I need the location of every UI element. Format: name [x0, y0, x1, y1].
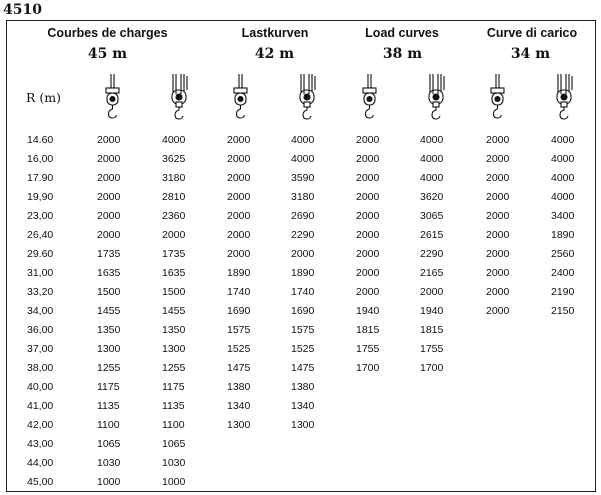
load-value: 2000 [356, 134, 380, 146]
load-value: 1735 [97, 248, 121, 260]
load-value: 1740 [291, 286, 315, 298]
load-value: 2000 [486, 210, 510, 222]
load-value: 2000 [356, 229, 380, 241]
radius-value: 40,00 [27, 381, 54, 393]
load-value: 2000 [486, 248, 510, 260]
single-fall-hook-icon [489, 72, 507, 120]
section-title-de: Lastkurven [241, 26, 309, 40]
col-42m-single [227, 134, 250, 438]
load-value: 1000 [162, 476, 186, 488]
load-value: 3180 [162, 172, 186, 184]
load-value: 1475 [227, 362, 251, 374]
radius-value: 45,00 [27, 476, 54, 488]
load-value: 1300 [227, 419, 251, 431]
load-value: 1100 [162, 419, 185, 431]
load-value: 4000 [420, 134, 444, 146]
load-value: 1525 [291, 343, 315, 355]
double-fall-hook-icon [425, 72, 447, 120]
double-fall-hook-icon [296, 72, 318, 120]
load-value: 1175 [97, 381, 120, 393]
load-value: 1300 [97, 343, 121, 355]
load-value: 1890 [227, 267, 251, 279]
load-value: 2000 [420, 286, 444, 298]
load-value: 1455 [162, 305, 186, 317]
load-value: 1500 [97, 286, 121, 298]
load-value: 2000 [486, 134, 510, 146]
load-value: 2165 [420, 267, 444, 279]
radius-value: 33,20 [27, 286, 54, 298]
load-value: 4000 [291, 134, 315, 146]
load-value: 2400 [551, 267, 575, 279]
radius-value: 31,00 [27, 267, 54, 279]
load-value: 2690 [291, 210, 315, 222]
load-value: 1575 [291, 324, 315, 336]
load-value: 1635 [97, 267, 121, 279]
load-value: 2000 [97, 172, 121, 184]
load-value: 1690 [227, 305, 251, 317]
load-value: 3590 [291, 172, 315, 184]
jib-length-42: 42 m [254, 46, 295, 62]
load-value: 2000 [356, 248, 380, 260]
radius-value: 29.60 [27, 248, 54, 260]
load-value: 2150 [551, 305, 575, 317]
load-value: 2290 [420, 248, 444, 260]
load-value: 1030 [162, 457, 186, 469]
radius-value: 23,00 [27, 210, 54, 222]
load-value: 2000 [227, 134, 251, 146]
load-value: 1455 [97, 305, 121, 317]
load-value: 1890 [291, 267, 315, 279]
section-title-en: Load curves [365, 26, 439, 40]
col-42m-double [291, 134, 314, 438]
load-value: 2190 [551, 286, 575, 298]
load-value: 1475 [291, 362, 315, 374]
load-value: 2000 [486, 191, 510, 203]
load-value: 1255 [97, 362, 121, 374]
load-value: 2000 [356, 153, 380, 165]
load-value: 1135 [162, 400, 185, 412]
load-value: 1300 [291, 419, 315, 431]
load-value: 1065 [97, 438, 121, 450]
load-value: 1340 [291, 400, 315, 412]
radius-value: 14.60 [27, 134, 54, 146]
load-value: 2000 [356, 191, 380, 203]
load-value: 2000 [227, 229, 251, 241]
load-value: 2000 [486, 286, 510, 298]
load-value: 1135 [97, 400, 120, 412]
load-value: 1755 [420, 343, 444, 355]
load-value: 1030 [97, 457, 121, 469]
load-value: 2615 [420, 229, 444, 241]
load-value: 1940 [356, 305, 380, 317]
col-34m-single [486, 134, 509, 324]
radius-value: 36,00 [27, 324, 54, 336]
load-value: 2810 [162, 191, 186, 203]
jib-length-45: 45 m [87, 46, 128, 62]
model-number: 4510 [3, 2, 42, 18]
load-value: 1380 [227, 381, 251, 393]
double-fall-hook-icon [168, 72, 190, 120]
col-45m-single [97, 134, 120, 495]
load-value: 1380 [291, 381, 315, 393]
load-value: 3625 [162, 153, 186, 165]
load-value: 2560 [551, 248, 575, 260]
radius-label: R (m) [26, 90, 61, 105]
load-value: 2000 [227, 172, 251, 184]
load-value: 4000 [162, 134, 186, 146]
load-value: 1700 [420, 362, 444, 374]
load-value: 1300 [162, 343, 186, 355]
load-value: 2000 [227, 210, 251, 222]
load-value: 2000 [356, 286, 380, 298]
load-value: 2000 [97, 153, 121, 165]
load-value: 1575 [227, 324, 251, 336]
load-value: 2000 [356, 172, 380, 184]
load-value: 1815 [356, 324, 380, 336]
load-value: 2000 [486, 153, 510, 165]
load-value: 2000 [486, 172, 510, 184]
load-value: 2000 [97, 134, 121, 146]
single-fall-hook-icon [104, 72, 122, 120]
load-value: 2000 [227, 191, 251, 203]
load-value: 2000 [162, 229, 186, 241]
section-title-it: Curve di carico [486, 26, 578, 40]
load-value: 1940 [420, 305, 444, 317]
load-value: 1735 [162, 248, 186, 260]
load-value: 1065 [162, 438, 186, 450]
load-value: 1350 [97, 324, 121, 336]
load-value: 2290 [291, 229, 315, 241]
load-value: 4000 [551, 134, 575, 146]
load-value: 1500 [162, 286, 186, 298]
load-value: 1255 [162, 362, 186, 374]
radius-value: 42,00 [27, 419, 54, 431]
load-value: 1525 [227, 343, 251, 355]
load-value: 2360 [162, 210, 186, 222]
load-value: 3180 [291, 191, 315, 203]
radius-value: 44,00 [27, 457, 54, 469]
col-45m-double [162, 134, 185, 495]
load-value: 2000 [227, 248, 251, 260]
load-value: 2000 [356, 267, 380, 279]
load-value: 1700 [356, 362, 380, 374]
load-value: 1635 [162, 267, 186, 279]
radius-value: 41,00 [27, 400, 54, 412]
load-value: 2000 [356, 210, 380, 222]
load-value: 2000 [486, 267, 510, 279]
col-38m-single [356, 134, 379, 381]
jib-length-34: 34 m [510, 46, 551, 62]
load-value: 1000 [97, 476, 121, 488]
radius-value: 37,00 [27, 343, 54, 355]
load-value: 1890 [551, 229, 575, 241]
load-value: 1755 [356, 343, 380, 355]
load-value: 4000 [420, 153, 444, 165]
load-value: 2000 [97, 229, 121, 241]
load-value: 3620 [420, 191, 444, 203]
load-value: 2000 [486, 229, 510, 241]
load-value: 3400 [551, 210, 575, 222]
load-value: 2000 [486, 305, 510, 317]
radius-column [27, 134, 53, 495]
col-34m-double [551, 134, 574, 324]
load-value: 1815 [420, 324, 444, 336]
section-title-fr: Courbes de charges [47, 26, 168, 40]
radius-value: 16,00 [27, 153, 54, 165]
radius-value: 38,00 [27, 362, 54, 374]
load-value: 1740 [227, 286, 251, 298]
load-value: 3065 [420, 210, 444, 222]
load-value: 4000 [551, 153, 575, 165]
single-fall-hook-icon [232, 72, 250, 120]
radius-value: 17.90 [27, 172, 54, 184]
jib-length-38: 38 m [382, 46, 423, 62]
load-value: 4000 [420, 172, 444, 184]
load-value: 2000 [291, 248, 315, 260]
radius-value: 19,90 [27, 191, 54, 203]
load-value: 4000 [551, 172, 575, 184]
load-value: 2000 [97, 191, 121, 203]
col-38m-double [420, 134, 443, 381]
load-value: 1340 [227, 400, 251, 412]
load-value: 2000 [227, 153, 251, 165]
radius-value: 34,00 [27, 305, 54, 317]
radius-value: 43,00 [27, 438, 54, 450]
load-value: 1175 [162, 381, 185, 393]
load-value: 1690 [291, 305, 315, 317]
radius-value: 26,40 [27, 229, 54, 241]
load-value: 1100 [97, 419, 120, 431]
load-value: 4000 [291, 153, 315, 165]
load-value: 1350 [162, 324, 186, 336]
single-fall-hook-icon [361, 72, 379, 120]
load-value: 2000 [97, 210, 121, 222]
load-value: 4000 [551, 191, 575, 203]
double-fall-hook-icon [553, 72, 575, 120]
